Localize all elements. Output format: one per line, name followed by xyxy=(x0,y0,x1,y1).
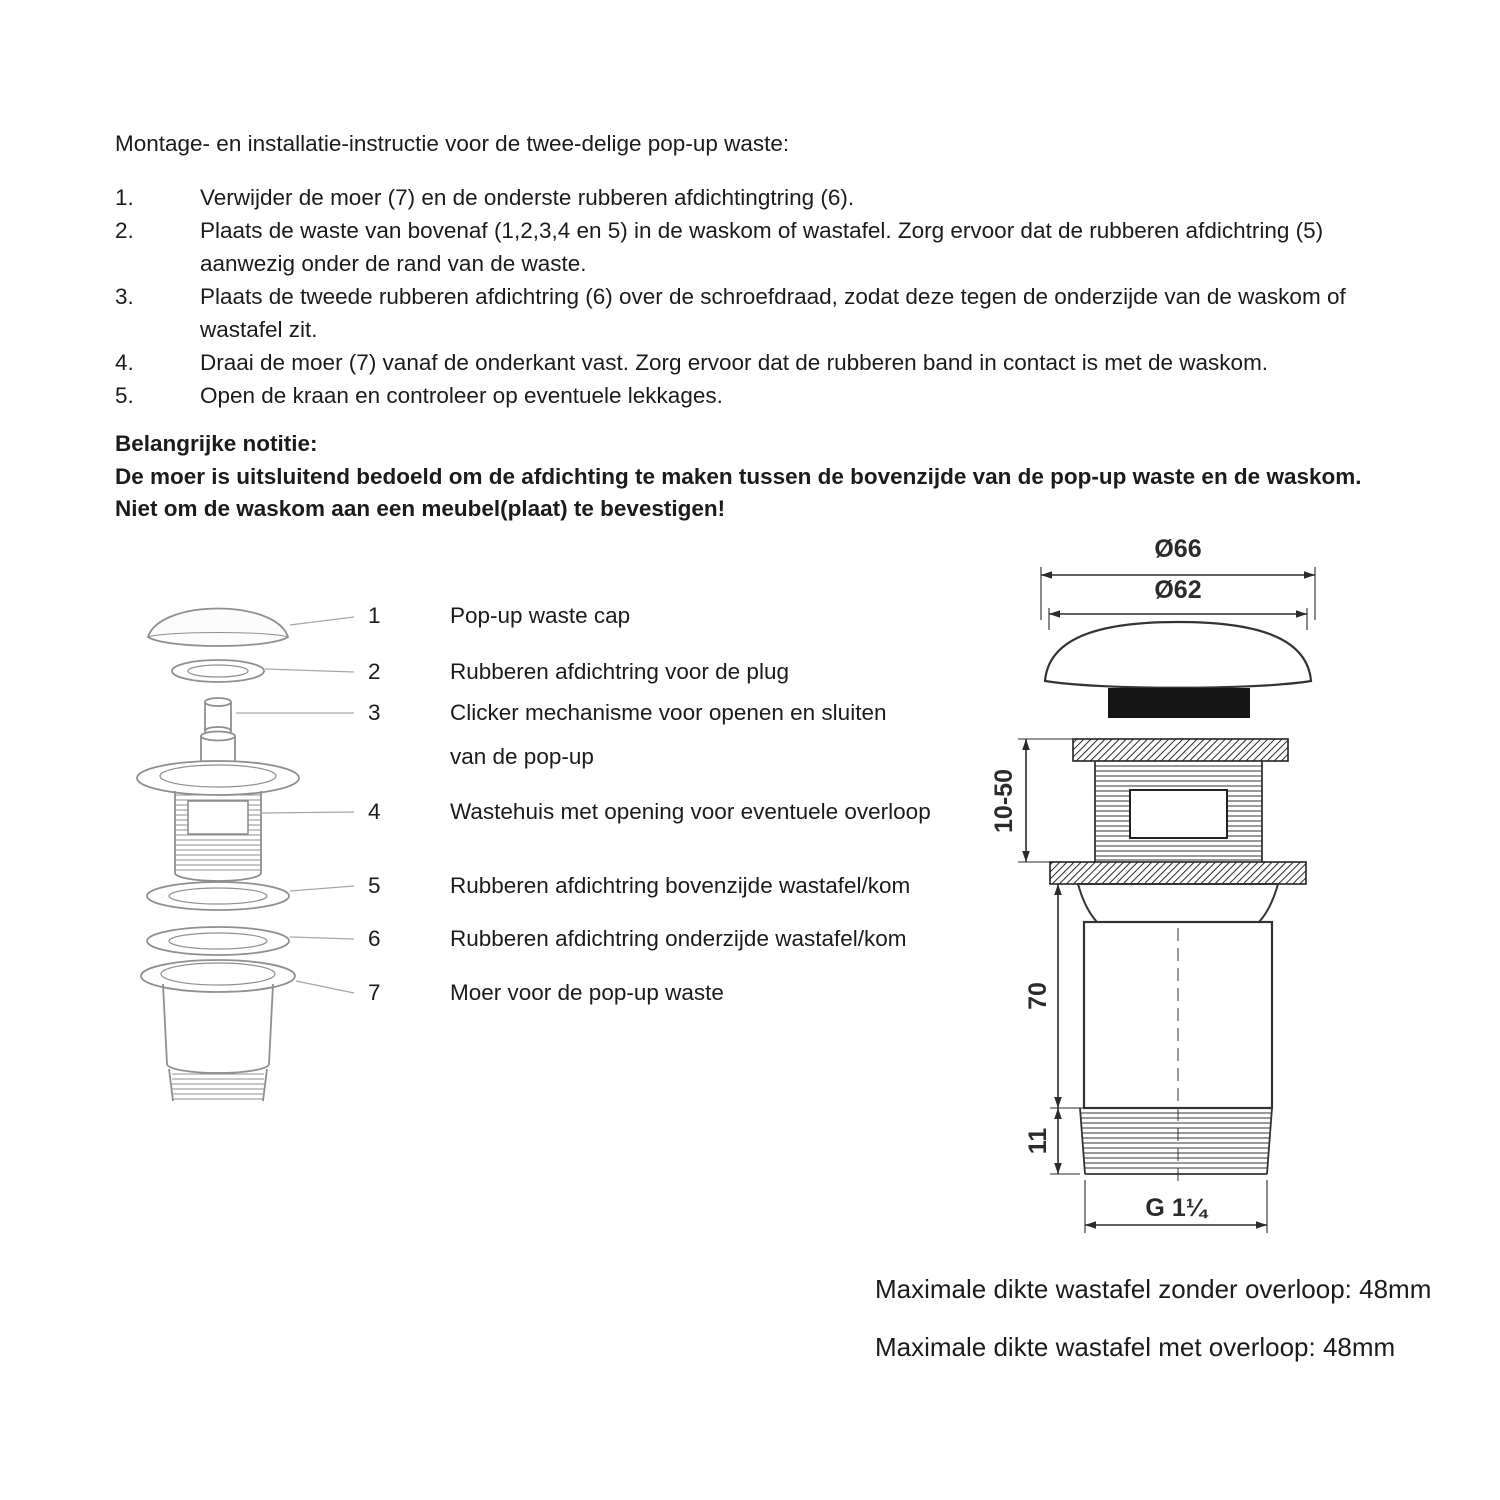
part-number: 6 xyxy=(368,926,381,951)
instruction-step-5 xyxy=(115,379,1397,412)
instruction-step-2 xyxy=(115,214,1397,280)
part-label: Rubberen afdichtring bovenzijde wastafel/kom xyxy=(450,873,911,898)
technical-drawing xyxy=(960,530,1440,1260)
important-note xyxy=(115,428,1362,526)
instruction-step-4 xyxy=(115,346,1397,379)
instruction-step-1 xyxy=(115,181,1397,214)
part-label: Pop-up waste cap xyxy=(450,603,631,628)
plug-seal-ring-part xyxy=(172,660,264,682)
part-label: Moer voor de pop-up waste xyxy=(450,980,724,1005)
step-text: Plaats de waste van bovenaf (1,2,3,4 en 5) in de waskom of wastafel. Zorg ervoor dat de rubberen afdichtring (5) aanwezig onder de rand van de waste. xyxy=(200,218,1324,276)
part-number: 3 xyxy=(368,700,381,725)
exploded-view-diagram xyxy=(100,585,360,1115)
dim-outer-diameter: Ø66 xyxy=(1154,535,1202,563)
part-label: Rubberen afdichtring voor de plug xyxy=(450,659,789,684)
overflow-opening xyxy=(188,801,248,834)
step-text: Plaats de tweede rubberen afdichtring (6) over de schroefdraad, zodat deze tegen de onderzijde van de waskom of wastafel zit. xyxy=(200,284,1346,342)
step-text: Draai de moer (7) vanaf de onderkant vast. Zorg ervoor dat de rubberen band in contact is met de waskom. xyxy=(200,350,1269,375)
rubber-seal-section xyxy=(1108,688,1250,718)
step-number: 4. xyxy=(115,350,134,375)
dim-body-height: 70 xyxy=(1024,982,1052,1010)
step-number: 3. xyxy=(115,284,134,309)
nut-cross-section xyxy=(1078,884,1278,922)
part-row-4 xyxy=(368,799,931,825)
max-thickness-with-overflow: Maximale dikte wastafel met overloop: 48mm xyxy=(875,1332,1396,1362)
part-label: Wastehuis met opening voor eventuele overloop xyxy=(450,799,931,824)
upper-thread-section xyxy=(1095,761,1262,862)
bottom-seal-ring-part xyxy=(147,927,289,955)
part-label-continued: van de pop-up xyxy=(450,744,594,769)
doc-title: Montage- en installatie-instructie voor de twee-delige pop-up waste: xyxy=(115,131,790,156)
part-number: 5 xyxy=(368,873,381,898)
note-line-2: Niet om de waskom aan een meubel(plaat) te bevestigen! xyxy=(115,496,726,521)
lower-thread-section xyxy=(1080,1108,1272,1174)
note-line-1: De moer is uitsluitend bedoeld om de afdichting te maken tussen de bovenzijde van de pop-up waste en de waskom. xyxy=(115,463,1362,489)
nut-part xyxy=(141,960,295,1101)
part-row-2 xyxy=(368,659,789,685)
part-number: 7 xyxy=(368,980,381,1005)
top-flange-section xyxy=(1073,739,1288,761)
dim-inner-diameter: Ø62 xyxy=(1154,576,1202,604)
instruction-step-3 xyxy=(115,280,1397,346)
max-thickness-without-overflow: Maximale dikte wastafel zonder overloop: 48mm xyxy=(875,1274,1432,1304)
dim-thread-height: 11 xyxy=(1024,1127,1052,1155)
part-row-1 xyxy=(368,603,630,629)
cap-part xyxy=(148,609,288,647)
top-seal-ring-part xyxy=(147,882,289,910)
part-label: Clicker mechanisme voor openen en sluiten xyxy=(450,700,887,725)
part-row-3 xyxy=(368,700,886,726)
part-number: 1 xyxy=(368,603,381,628)
part-row-6 xyxy=(368,926,907,952)
step-number: 5. xyxy=(115,383,134,408)
dim-clamp-range: 10-50 xyxy=(990,769,1018,833)
part-label: Rubberen afdichtring onderzijde wastafel/kom xyxy=(450,926,907,951)
step-number: 2. xyxy=(115,218,134,243)
note-heading: Belangrijke notitie: xyxy=(115,431,318,456)
dim-thread-size: G 1¼ xyxy=(1145,1194,1207,1222)
lower-seal-section xyxy=(1050,862,1306,884)
overflow-window xyxy=(1130,790,1227,838)
part-row-5 xyxy=(368,873,910,899)
cap-cross-section xyxy=(1045,622,1311,688)
step-number: 1. xyxy=(115,185,134,210)
step-text: Open de kraan en controleer op eventuele lekkages. xyxy=(200,383,723,408)
part-number: 4 xyxy=(368,799,381,824)
part-row-7 xyxy=(368,980,724,1006)
instruction-steps xyxy=(115,181,1397,412)
waste-house-part xyxy=(137,761,299,881)
step-text: Verwijder de moer (7) en de onderste rubberen afdichtingtring (6). xyxy=(200,185,855,210)
part-number: 2 xyxy=(368,659,381,684)
